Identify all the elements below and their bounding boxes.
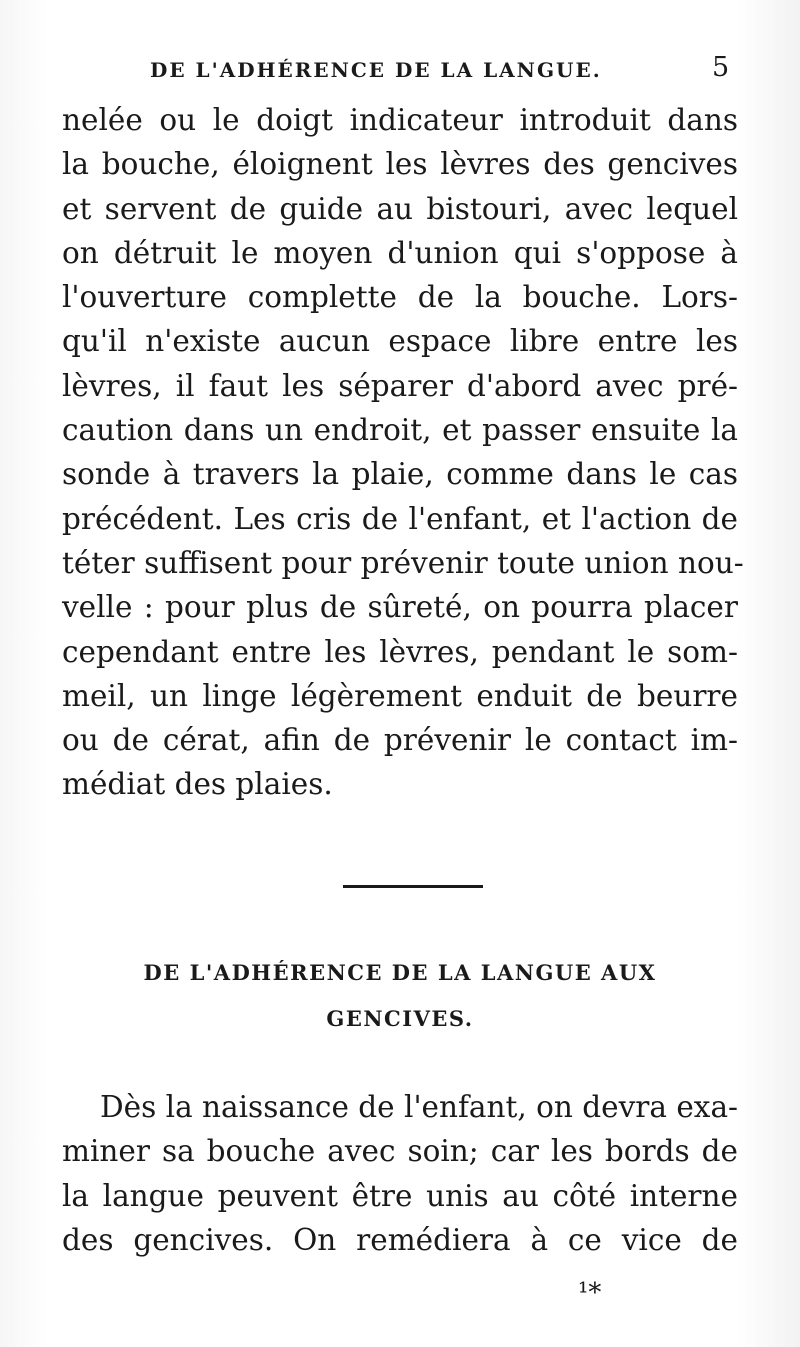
text-line: médiat des plaies. [62,767,333,802]
running-head: DE L'ADHÉRENCE DE LA LANGUE. [150,58,602,82]
text-line: nelée ou le doigt indicateur introduit dans [62,103,738,137]
printer-mark: ¹* [578,1278,602,1308]
text-line: meil, un linge légèrement enduit de beurre [62,678,738,713]
text-line: Dès la naissance de l'enfant, on devra exa- [100,1090,738,1124]
text-line: miner sa bouche avec soin; car les bords de [62,1134,738,1169]
text-line: qu'il n'existe aucun espace libre entre les [62,324,738,359]
text-line: cependant entre les lèvres, pendant le som- [62,634,738,669]
text-line: velle : pour plus de sûreté, on pourra placer [62,590,738,625]
text-line: précédent. Les cris de l'enfant, et l'action de [62,501,738,536]
text-line: caution dans un endroit, et passer ensuite la [62,413,738,448]
text-line: on détruit le moyen d'union qui s'oppose à [62,235,738,270]
section-heading-line: DE L'ADHÉRENCE DE LA LANGUE AUX [143,960,657,985]
section-heading-line: GENCIVES. [326,1006,474,1031]
text-line: lèvres, il faut les séparer d'abord avec pré- [62,368,738,403]
text-line: ou de cérat, afin de prévenir le contact im- [62,723,738,758]
text-line: et servent de guide au bistouri, avec lequel [62,191,738,226]
body-paragraph [62,98,744,807]
text-line: la bouche, éloignent les lèvres des gencives [62,147,738,182]
text-line: la langue peuvent être unis au côté interne [62,1178,738,1213]
page-number: 5 [712,52,730,83]
body-paragraph [62,1085,738,1262]
section-divider [343,885,483,888]
section-heading [62,950,738,1042]
text-line: sonde à travers la plaie, comme dans le cas [62,457,738,492]
text-line: téter suffisent pour prévenir toute union nou- [62,545,744,580]
text-line: l'ouverture complette de la bouche. Lors- [62,280,738,315]
text-line: des gencives. On remédiera à ce vice de [62,1222,738,1257]
